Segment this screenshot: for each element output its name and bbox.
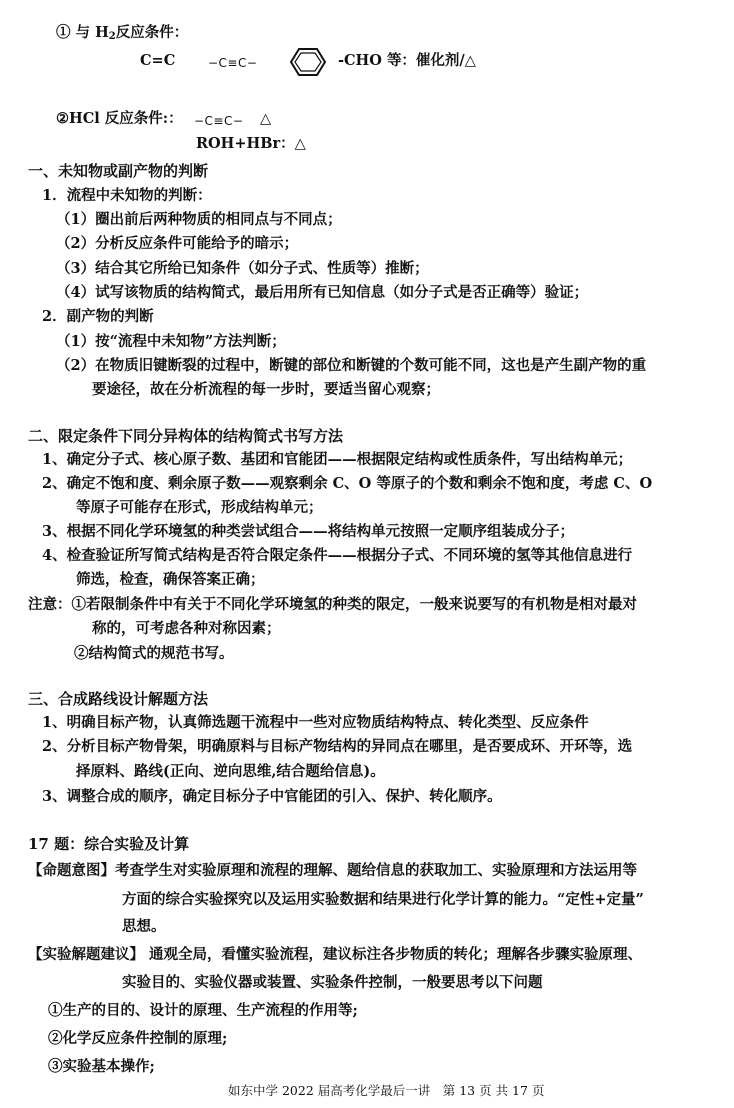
section-3-2: 2、分析目标产物骨架，明确原料与目标产物结构的异同点在哪里，是否要成环、开环等，选: [42, 738, 633, 755]
section-2-title: 二、限定条件下同分异构体的结构简式书写方法: [28, 427, 344, 445]
section-1-title: 一、未知物或副产物的判断: [28, 162, 209, 180]
section-3-2-cont: 择原料、路线(正向、逆向思维,结合题给信息)。: [76, 763, 385, 780]
section-1-2: 2．副产物的判断: [42, 308, 154, 325]
question-17-title: 17 题：综合实验及计算: [28, 835, 190, 853]
section-1-1-2: （2）分析反应条件可能给予的暗示；: [56, 235, 299, 252]
section-1-1: 1．流程中未知物的判断：: [42, 187, 212, 204]
section-1-1-3: （3）结合其它所给已知条件（如分子式、性质等）推断；: [56, 260, 429, 277]
section-1-2-1: （1）按“流程中未知物”方法判断；: [56, 333, 286, 350]
page-footer: 如东中学 2022 届高考化学最后一讲 第 13 页 共 17 页: [228, 1083, 545, 1098]
section-2-4: 4、检查验证所写简式结构是否符合限定条件——根据分子式、不同环境的氢等其他信息进行: [42, 547, 633, 564]
h2-title: ① 与 $H_2$反应条件：: [56, 24, 189, 42]
section-3-1: 1、明确目标产物，认真筛选题干流程中一些对应物质结构特点、转化类型、反应条件: [42, 714, 589, 731]
advice-item-2: ②化学反应条件控制的原理;: [48, 1030, 228, 1047]
note-1: 注意：①若限制条件中有关于不同化学环境氢的种类的限定，一般来说要写的有机物是相对最对: [28, 596, 637, 613]
section-2-2: 2、确定不饱和度、剩余原子数——观察剩余 C、O 等原子的个数和剩余不饱和度，考虑 C、O: [42, 475, 653, 492]
intent-cont-2: 思想。: [122, 918, 166, 935]
h2-cho-catalyst: -CHO 等：催化剂/△: [338, 52, 476, 69]
section-1-2-2-cont: 要途径，故在分析流程的每一步时，要适当留心观察；: [92, 381, 440, 398]
note-1-cont: 称的，可考虑各种对称因素；: [92, 620, 281, 637]
benzene-ring-icon: [289, 47, 327, 77]
section-2-1: 1、确定分子式、核心原子数、基团和官能团——根据限定结构或性质条件，写出结构单元；: [42, 451, 633, 468]
section-3-title: 三、合成路线设计解题方法: [28, 690, 209, 708]
h2-alkyne-formula: −C≡C−: [208, 56, 258, 70]
section-2-2-cont: 等原子可能存在形式，形成结构单元；: [76, 499, 323, 516]
roh-hbr: ROH+HBr：△: [196, 135, 306, 152]
section-2-4-cont: 筛选，检查，确保答案正确；: [76, 571, 265, 588]
advice-cont: 实验目的、实验仪器或装置、实验条件控制，一般要思考以下问题: [122, 974, 543, 991]
section-1-1-4: （4）试写该物质的结构简式，最后用所有已知信息（如分子式是否正确等）验证；: [56, 284, 589, 301]
advice-item-3: ③实验基本操作;: [48, 1058, 155, 1075]
intent-cont-1: 方面的综合实验探究以及运用实验数据和结果进行化学计算的能力。“定性+定量”: [122, 891, 644, 908]
h2-cc: C=C: [140, 52, 176, 69]
section-2-3: 3、根据不同化学环境氢的种类尝试组合——将结构单元按照一定顺序组装成分子；: [42, 523, 575, 540]
section-1-2-2: （2）在物质旧键断裂的过程中，断键的部位和断键的个数可能不同，这也是产生副产物的重: [56, 357, 647, 374]
advice-item-1: ①生产的目的、设计的原理、生产流程的作用等;: [48, 1002, 358, 1019]
hcl-alkyne-formula: −C≡C−: [194, 114, 244, 128]
hcl-title: ②HCl 反应条件:：: [56, 110, 183, 127]
section-3-3: 3、调整合成的顺序，确定目标分子中官能团的引入、保护、转化顺序。: [42, 788, 502, 805]
note-2: ②结构简式的规范书写。: [74, 645, 234, 662]
intent: 【命题意图】考查学生对实验原理和流程的理解、题给信息的获取加工、实验原理和方法运用等: [28, 862, 637, 879]
advice: 【实验解题建议】 通观全局，看懂实验流程，建议标注各步物质的转化；理解各步骤实验原理、: [28, 946, 643, 963]
section-1-1-1: （1）圈出前后两种物质的相同点与不同点；: [56, 211, 342, 228]
hcl-delta: △: [260, 110, 272, 127]
